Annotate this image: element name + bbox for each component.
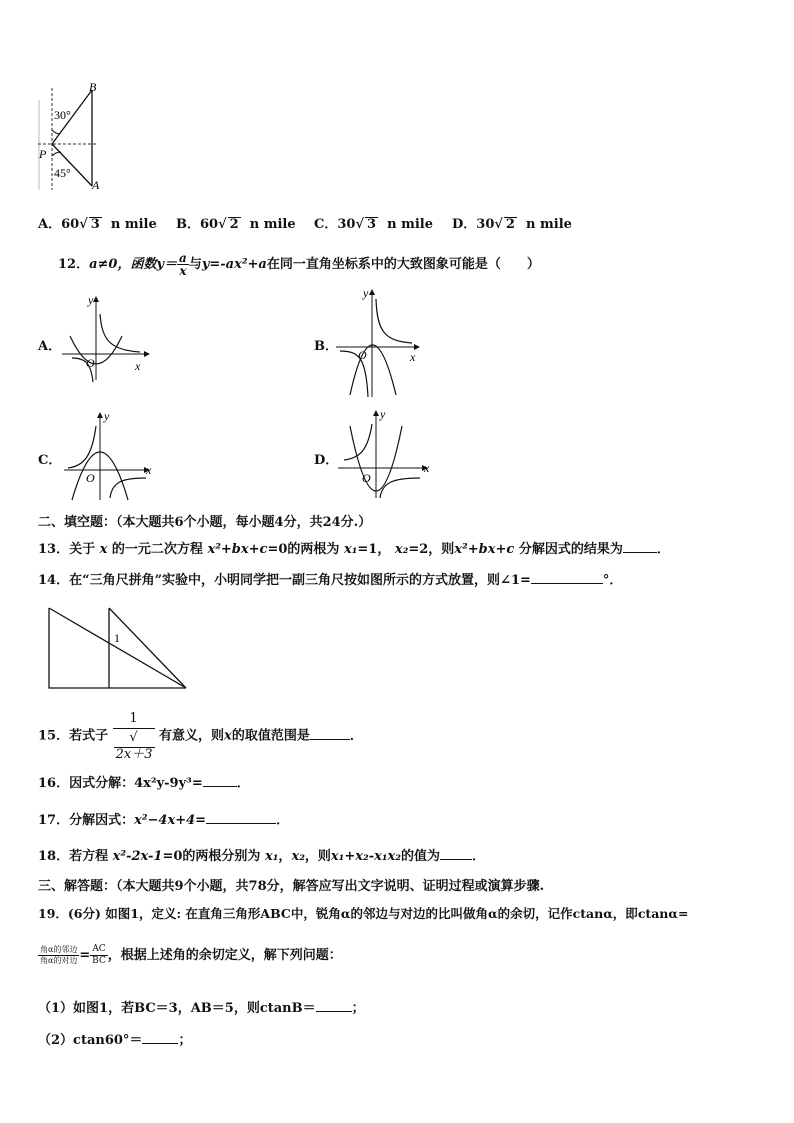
q19-sub2-blank[interactable] [142,1031,178,1044]
q12-label-b: B． [314,339,338,354]
q14-figure [46,604,190,692]
label-30: 30° [54,108,71,122]
q15-answer-blank[interactable] [310,727,350,740]
q12-graph-c [62,408,158,503]
q12-graph-d [336,406,436,501]
q12-stem: 12．a≠0，函数y＝ $\frac{a}{x}$ 与y=-ax²+a在同一直角坐标系中的大致图象可能是（ ） [58,251,540,278]
q12-graph-b [334,285,426,400]
q19-line1: 19．(6分) 如图1，定义: 在直角三角形ABC中，锐角α的邻边与对边的比叫做角α的余切，记作ctanα，即ctanα= [38,906,689,921]
svg-text:y: y [104,409,110,423]
svg-text:1: 1 [114,631,120,645]
q11-option-b: B．60√ 2 n mile [176,217,296,232]
q18-answer-blank[interactable] [440,847,472,860]
q14: 14．在“三角尺拼角”实验中，小明同学把一副三角尺按如图所示的方式放置，则∠1= °． [38,573,623,588]
section-2-heading: 二、填空题：（本大题共6个小题，每小题4分，共24分.） [38,515,372,530]
q12-label-c: C． [38,453,62,468]
q11-figure [34,80,114,195]
q12-label-d: D． [314,453,339,468]
q13: 13．关于 x 的一元二次方程 x²+bx+c=0的两根为 x₁=1， x₂=2，则x²+bx+c 分解因式的结果为 ． [38,542,670,557]
q12-label-a: A． [38,339,62,354]
svg-text:x: x [424,461,430,475]
svg-text:x: x [410,350,416,364]
q19-sub2: （2）ctan60°＝ ； [38,1033,192,1048]
svg-text:x: x [146,463,152,477]
svg-text:O: O [362,471,371,485]
q19-line2: $\frac{\text{角α的邻边}}{\text{角α的对边}}$ = $\frac{AC}{BC}$ ，根据上述角的余切定义，解下列问题： [40,944,342,966]
label-a: A [92,178,100,192]
svg-text:O: O [86,471,95,485]
q17: 17．分解因式：x²−4x+4= ． [38,813,290,828]
q13-answer-blank[interactable] [623,540,657,553]
q16: 16．因式分解：4x²y-9y³= ． [38,776,250,791]
q17-answer-blank[interactable] [206,811,276,824]
svg-text:x: x [135,359,141,373]
label-p: P [39,147,47,161]
q12-graph-a [60,292,152,382]
svg-text:y: y [88,293,94,307]
svg-text:y: y [380,407,386,421]
svg-text:O: O [358,348,367,362]
q18: 18．若方程 x²-2x-1=0的两根分别为 x₁，x₂，则x₁+x₂-x₁x₂的值为 ． [38,849,486,864]
svg-text:y: y [363,286,369,300]
q19-sub1: （1）如图1，若BC＝3，AB＝5，则ctanB＝ ； [38,1001,365,1016]
q16-answer-blank[interactable] [203,774,237,787]
label-45: 45° [54,166,71,180]
q11-option-c: C．30√ 3 n mile [314,217,433,232]
q14-answer-blank[interactable] [531,571,603,584]
q11-option-d: D．30√ 2 n mile [452,217,572,232]
section-3-heading: 三、解答题：（本大题共9个小题，共78分，解答应写出文字说明、证明过程或演算步骤. [38,879,545,894]
q11-option-a: A．60√ 3 n mile [38,217,157,232]
svg-text:O: O [86,356,95,370]
label-b: B [89,80,97,94]
q19-sub1-blank[interactable] [316,999,352,1012]
q15: 15．若式子 1 √ 2x＋3 有意义，则x的取值范围是 ． [38,711,363,762]
